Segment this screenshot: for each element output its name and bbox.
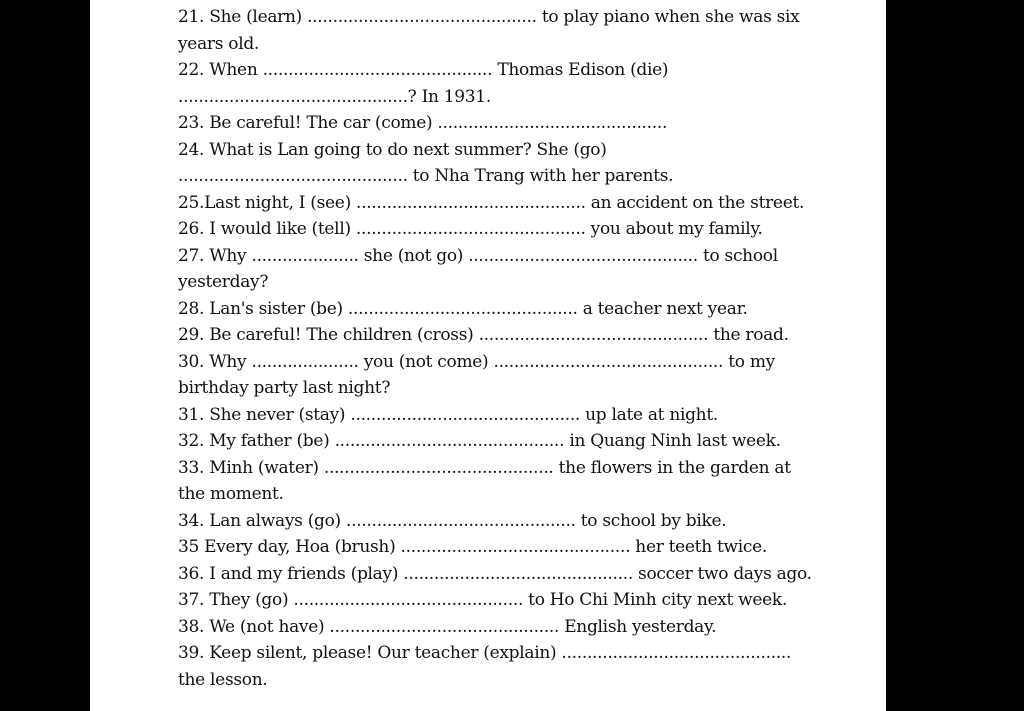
document-page	[90, 0, 886, 711]
exercise-line: 36. I and my friends (play) ............................................. soccer two days ago.	[178, 563, 812, 584]
exercise-line: 35 Every day, Hoa (brush) ............................................. her teeth twice.	[178, 537, 767, 557]
exercise-line: 22. When ............................................. Thomas Edison (die)	[178, 60, 669, 80]
exercise-line: ............................................. to Nha Trang with her parents.	[178, 166, 674, 186]
exercise-line: 38. We (not have) ............................................. English yesterday.	[178, 616, 717, 637]
exercise-line: 37. They (go) ............................................. to Ho Chi Minh city next week.	[178, 590, 788, 610]
exercise-line: 25.Last night, I (see) ............................................. an accident on the street.	[178, 192, 805, 213]
exercise-text	[178, 4, 828, 693]
exercise-line: years old.	[178, 33, 260, 54]
exercise-line: the lesson.	[178, 669, 268, 690]
exercise-line: 26. I would like (tell) ............................................. you about my family.	[178, 219, 763, 239]
exercise-line: 29. Be careful! The children (cross) ............................................. the road.	[178, 325, 789, 345]
exercise-line: 32. My father (be) ............................................. in Quang Ninh last week.	[178, 431, 781, 451]
exercise-line: yesterday?	[178, 272, 269, 292]
exercise-line: 34. Lan always (go) ............................................. to school by bike.	[178, 510, 727, 531]
exercise-line: .............................................? In 1931.	[178, 86, 491, 107]
exercise-line: 21. She (learn) ............................................. to play piano when she was six	[178, 7, 800, 27]
exercise-line: 27. Why ..................... she (not go) ............................................. to school	[178, 245, 778, 266]
exercise-line: the moment.	[178, 484, 284, 504]
exercise-line: 30. Why ..................... you (not come) ............................................. to my	[178, 351, 775, 372]
exercise-line: birthday party last night?	[178, 378, 391, 398]
exercise-line: 33. Minh (water) ............................................. the flowers in the garden at	[178, 457, 791, 478]
exercise-line: 23. Be careful! The car (come) .............................................	[178, 113, 668, 133]
exercise-line: 31. She never (stay) ............................................. up late at night.	[178, 404, 718, 425]
exercise-line: 24. What is Lan going to do next summer? She (go)	[178, 139, 607, 160]
exercise-line: 39. Keep silent, please! Our teacher (explain) .............................................	[178, 643, 792, 663]
exercise-line: 28. Lan's sister (be) ............................................. a teacher next year.	[178, 298, 748, 319]
